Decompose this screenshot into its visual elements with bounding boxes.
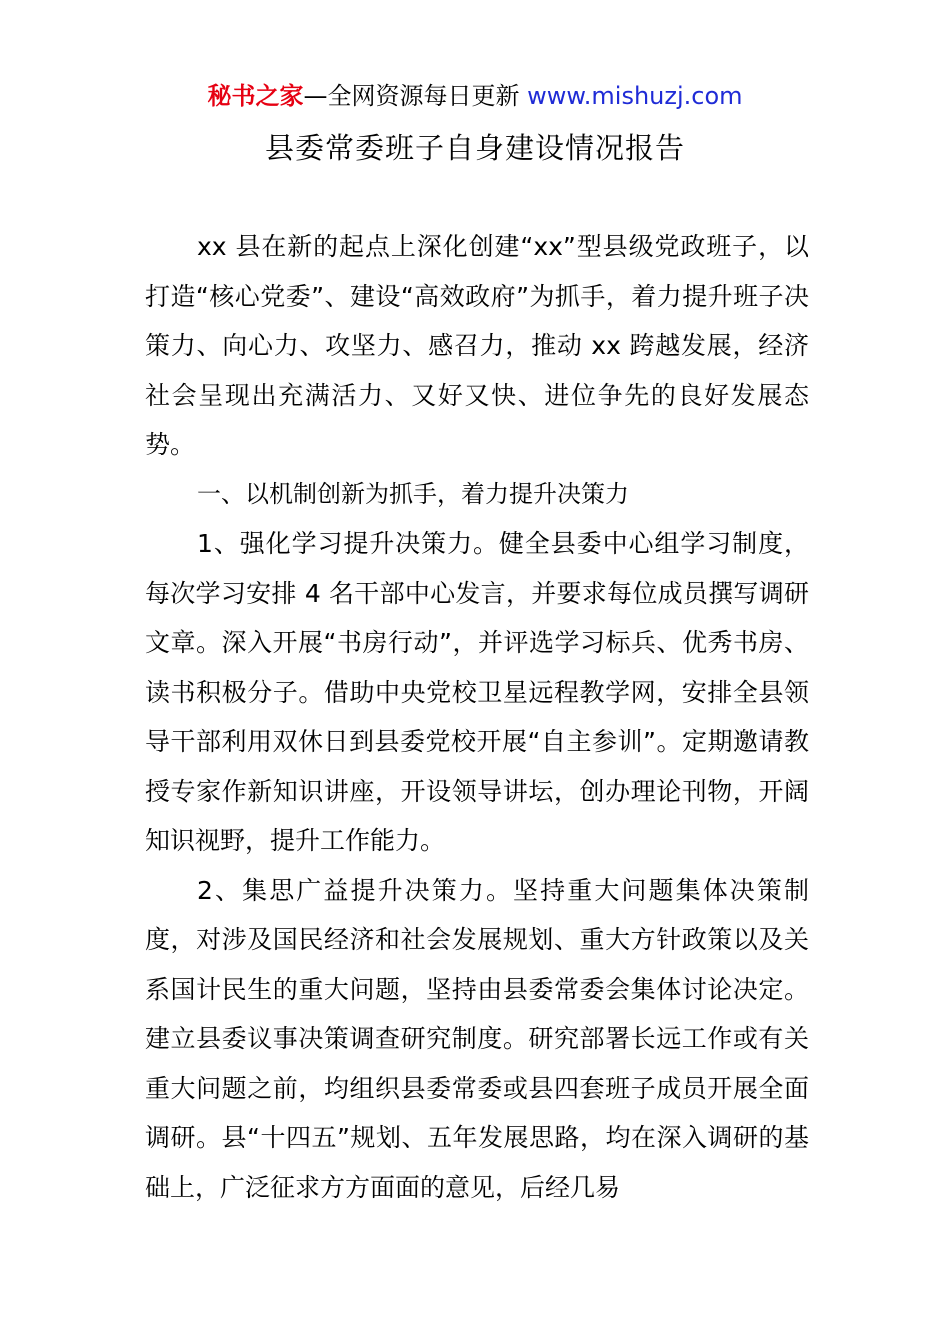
body-paragraph-1: 1、强化学习提升决策力。健全县委中心组学习制度，每次学习安排 4 名干部中心发言，并要求每位成员撰写调研文章。深入开展“书房行动”，并评选学习标兵、优秀书房、读书积极分子。借助中央党校卫星远程教学网，安排全县领导干部利用双休日到县委党校开展“自主参训”。定期邀请教授专家作新知识讲座，开设领导讲坛，创办理论刊物，开阔知识视野，提升工作能力。	[145, 529, 809, 855]
section-heading: 一、以机制创新为抓手，着力提升决策力	[197, 479, 629, 508]
site-url-link[interactable]: www.mishuzj.com	[527, 82, 743, 110]
document-body	[145, 222, 809, 1212]
site-tagline: —全网资源每日更新	[303, 82, 528, 110]
document-title: 县委常委班子自身建设情况报告	[264, 131, 685, 165]
intro-paragraph: xx 县在新的起点上深化创建“xx”型县级党政班子，以打造“核心党委”、建设“高效政府”为抓手，着力提升班子决策力、向心力、攻坚力、感召力，推动 xx 跨越发展，经济社会呈现出充满活力、又好又快、进位争先的良好发展态势。	[145, 232, 809, 459]
site-header	[0, 80, 950, 112]
body-paragraph-2: 2、集思广益提升决策力。坚持重大问题集体决策制度，对涉及国民经济和社会发展规划、重大方针政策以及关系国计民生的重大问题，坚持由县委常委会集体讨论决定。建立县委议事决策调查研究制度。研究部署长远工作或有关重大问题之前，均组织县委常委或县四套班子成员开展全面调研。县“十四五”规划、五年发展思路，均在深入调研的基础上，广泛征求方方面面的意见，后经几易	[145, 875, 809, 1202]
brand-name: 秘书之家	[207, 82, 304, 110]
